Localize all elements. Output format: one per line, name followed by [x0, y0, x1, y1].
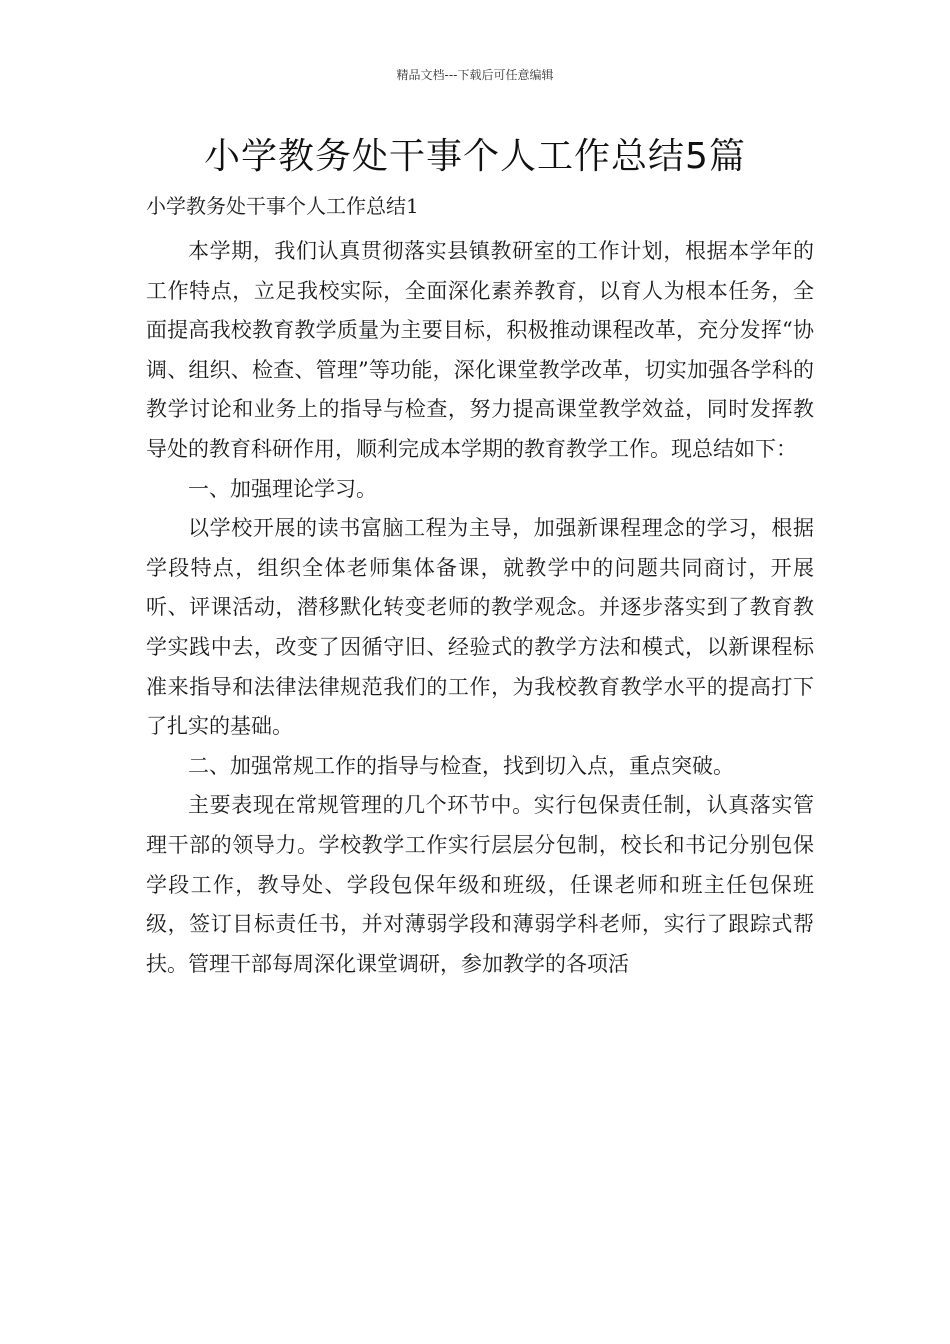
- section-heading-2: 二、加强常规工作的指导与检查，找到切入点，重点突破。: [188, 753, 734, 778]
- paragraph-theory: 以学校开展的读书富脑工程为主导，加强新课程理念的学习，根据学段特点，组织全体老师集体备课，就教学中的问题共同商讨，开展听、评课活动，潜移默化转变老师的教学观念。并逐步落实到了教育教学实践中去，改变了因循守旧、经验式的教学方法和模式，以新课程标准来指导和法律法律规范我们的工作，为我校教育教学水平的提高打下了扎实的基础。: [146, 516, 814, 739]
- document-body: [146, 232, 814, 984]
- section-subtitle: 小学教务处干事个人工作总结1: [146, 194, 419, 218]
- paragraph-intro: 本学期，我们认真贯彻落实县镇教研室的工作计划，根据本学年的工作特点，立足我校实际，全面深化素养教育，以育人为根本任务，全面提高我校教育教学质量为主要目标，积极推动课程改革，充分发挥“协调、组织、检查、管理”等功能，深化课堂教学改革，切实加强各学科的教学讨论和业务上的指导与检查，努力提高课堂教学效益，同时发挥教导处的教育科研作用，顺利完成本学期的教育教学工作。现总结如下：: [146, 239, 814, 461]
- header-note: 精品文档---下载后可任意编辑: [396, 68, 554, 82]
- section-heading-1: 一、加强理论学习。: [188, 476, 377, 501]
- paragraph-routine: 主要表现在常规管理的几个环节中。实行包保责任制，认真落实管理干部的领导力。学校教学工作实行层层分包制，校长和书记分别包保学段工作，教导处、学段包保年级和班级，任课老师和班主任包保班级，签订目标责任书，并对薄弱学段和薄弱学科老师，实行了跟踪式帮扶。管理干部每周深化课堂调研，参加教学的各项活: [146, 793, 814, 976]
- document-title: 小学教务处干事个人工作总结5篇: [204, 136, 746, 177]
